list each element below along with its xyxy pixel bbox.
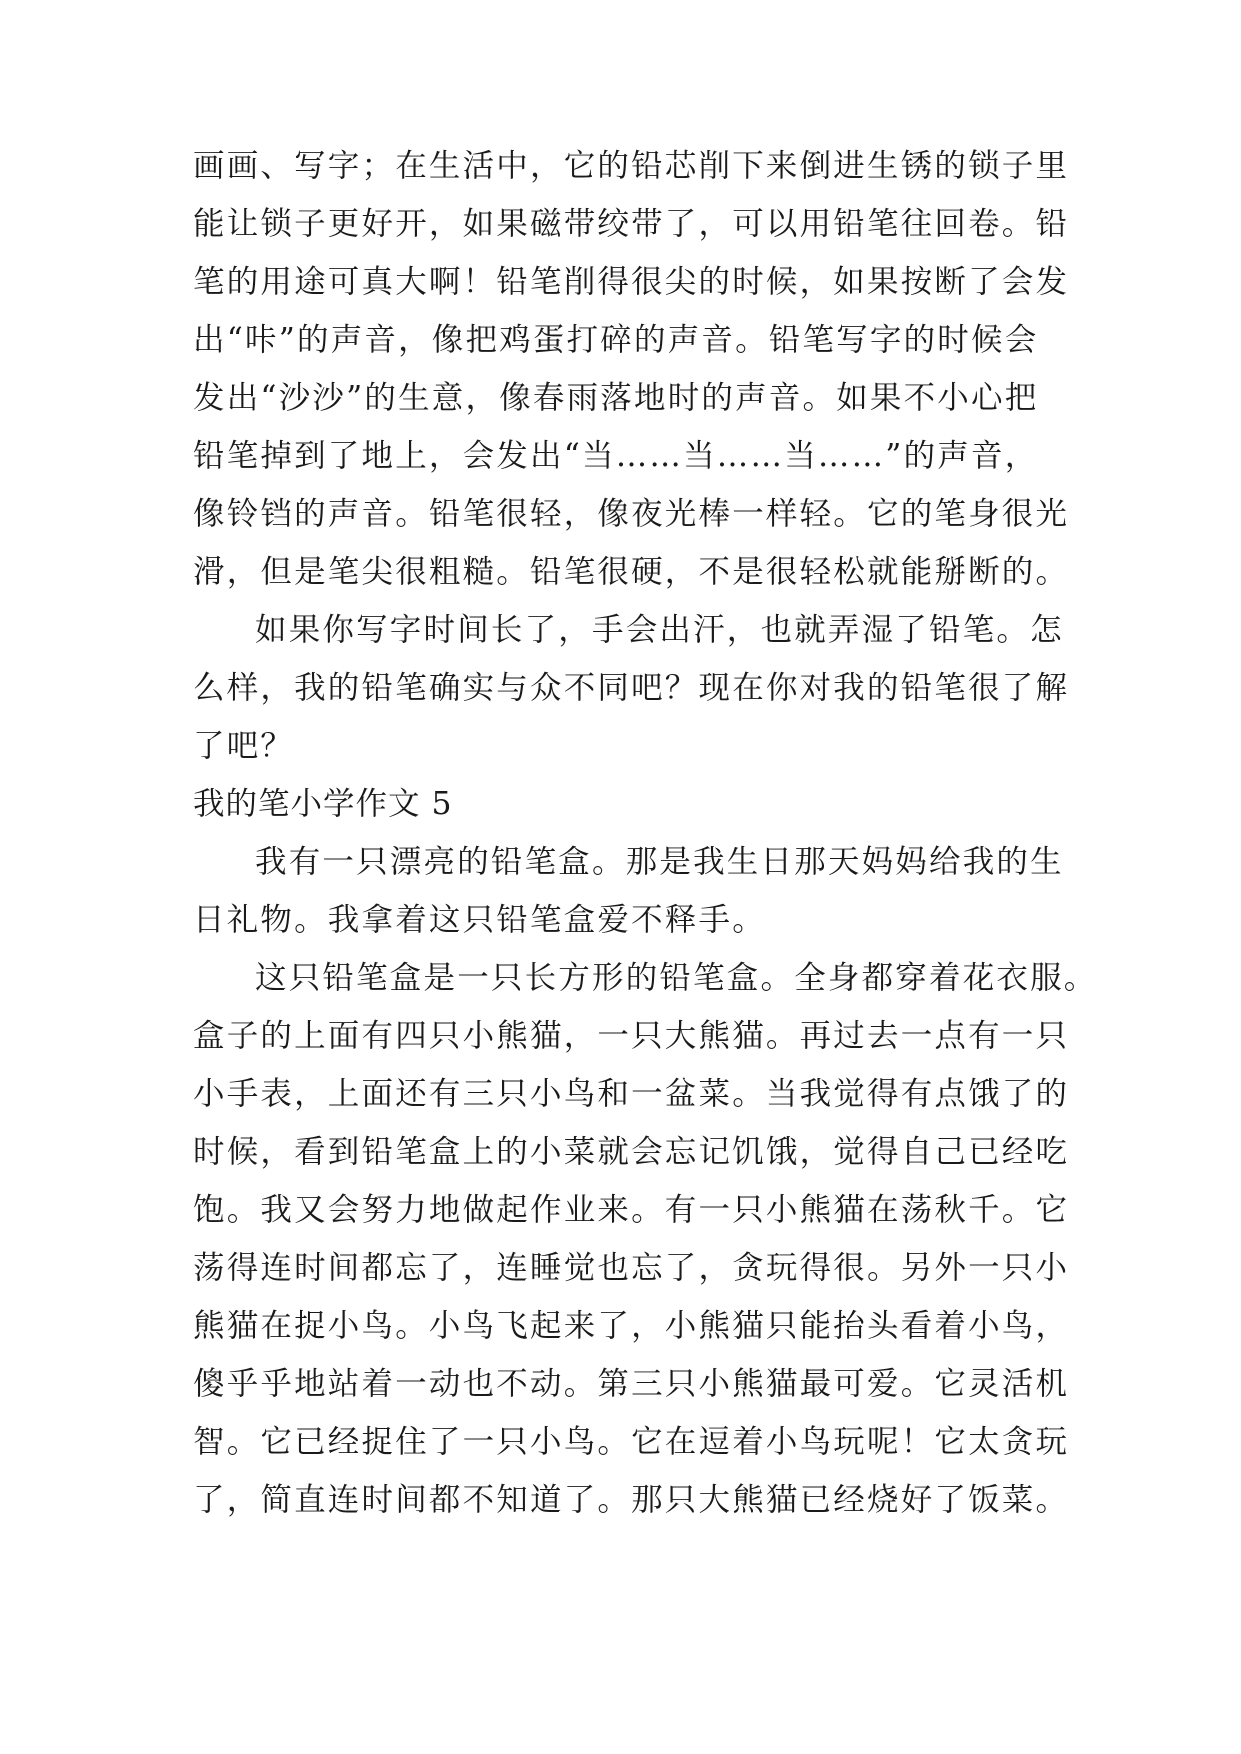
- body-text-line: 出“咔”的声音，像把鸡蛋打碎的声音。铅笔写字的时候会: [193, 322, 1039, 358]
- paragraph-first-line: 如果你写字时间长了，手会出汗，也就弄湿了铅笔。怎: [255, 612, 1064, 648]
- body-text-line: 发出“沙沙”的生意，像春雨落地时的声音。如果不小心把: [193, 380, 1039, 416]
- body-text-line: 傻乎乎地站着一动也不动。第三只小熊猫最可爱。它灵活机: [193, 1366, 1070, 1402]
- body-text-line: 时候，看到铅笔盒上的小菜就会忘记饥饿，觉得自己已经吃: [193, 1134, 1070, 1170]
- body-text-line: 饱。我又会努力地做起作业来。有一只小熊猫在荡秋千。它: [193, 1192, 1070, 1228]
- body-text-line: 盒子的上面有四只小熊猫，一只大熊猫。再过去一点有一只: [193, 1018, 1070, 1054]
- body-text-line: 画画、写字；在生活中，它的铅芯削下来倒进生锈的锁子里: [193, 148, 1070, 184]
- body-text-line: 笔的用途可真大啊！铅笔削得很尖的时候，如果按断了会发: [193, 264, 1070, 300]
- body-text-line: 荡得连时间都忘了，连睡觉也忘了，贪玩得很。另外一只小: [193, 1250, 1070, 1286]
- body-text-line: 熊猫在捉小鸟。小鸟飞起来了，小熊猫只能抬头看着小鸟，: [193, 1308, 1070, 1344]
- section-heading: 我的笔小学作文 5: [193, 786, 453, 822]
- body-text-line: 能让锁子更好开，如果磁带绞带了，可以用铅笔往回卷。铅: [193, 206, 1070, 242]
- body-text-line: 智。它已经捉住了一只小鸟。它在逗着小鸟玩呢！它太贪玩: [193, 1424, 1070, 1460]
- paragraph-first-line: 我有一只漂亮的铅笔盒。那是我生日那天妈妈给我的生: [255, 844, 1064, 880]
- body-text-line: 了，简直连时间都不知道了。那只大熊猫已经烧好了饭菜。: [193, 1482, 1070, 1518]
- body-text-line: 铅笔掉到了地上，会发出“当……当……当……”的声音，: [193, 438, 1039, 474]
- body-text-line: 了吧？: [193, 728, 295, 764]
- body-text-line: 滑，但是笔尖很粗糙。铅笔很硬，不是很轻松就能掰断的。: [193, 554, 1070, 590]
- body-text-line: 么样，我的铅笔确实与众不同吧？现在你对我的铅笔很了解: [193, 670, 1070, 706]
- paragraph-first-line: 这只铅笔盒是一只长方形的铅笔盒。全身都穿着花衣服。: [255, 960, 1098, 996]
- body-text-line: 日礼物。我拿着这只铅笔盒爱不释手。: [193, 902, 766, 938]
- body-text-line: 像铃铛的声音。铅笔很轻，像夜光棒一样轻。它的笔身很光: [193, 496, 1070, 532]
- body-text-line: 小手表，上面还有三只小鸟和一盆菜。当我觉得有点饿了的: [193, 1076, 1070, 1112]
